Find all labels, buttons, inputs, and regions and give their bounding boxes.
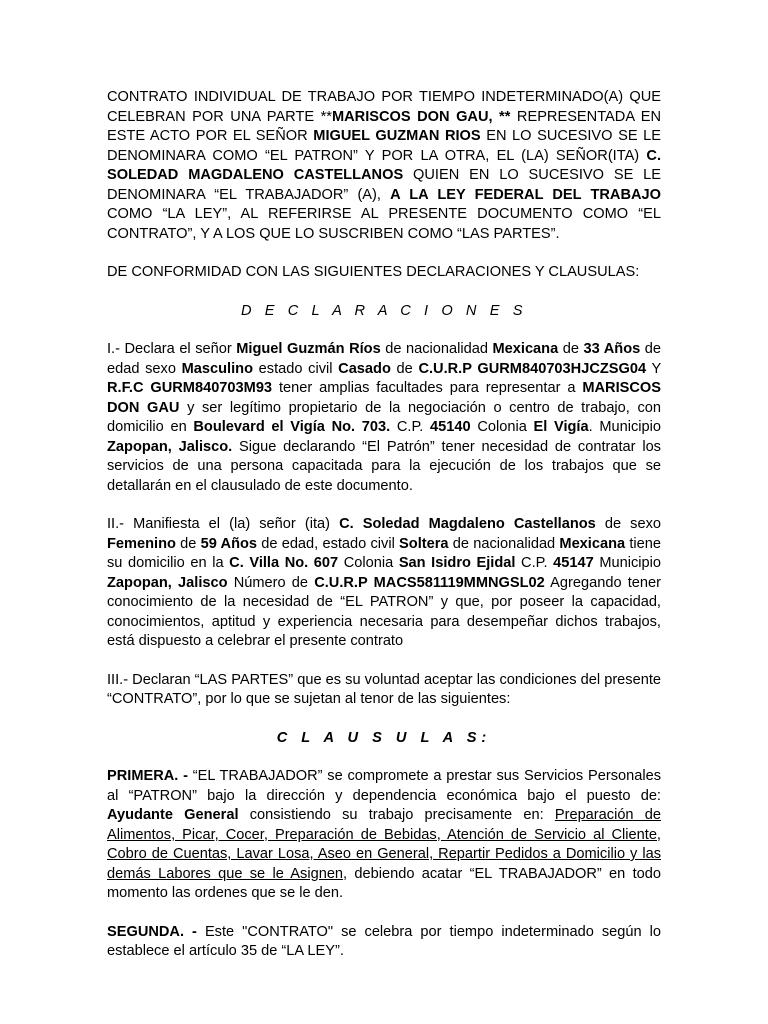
decl1-bold: MARISCOS DON GAU <box>107 380 661 416</box>
decl1-text: tener amplias facultades para representar a <box>272 380 583 396</box>
clause-label: SEGUNDA. - <box>107 923 197 940</box>
decl1-text: Sigue declarando “El Patrón” tener necesidad de contratar los servicios de una persona capacitada para la ejecución de los trabajos que se detallarán en el clausulado de este documento. <box>107 438 661 494</box>
decl2-bold: San Isidro Ejidal <box>398 555 516 571</box>
clause-text: Este "CONTRATO" se celebra por tiempo indeterminado según lo establece el artículo 35 de “LA LEY”. <box>107 923 661 959</box>
decl2-text: tiene su domicilio en la <box>107 535 661 571</box>
decl1-text: de <box>558 341 584 357</box>
decl1-text: . Municipio <box>588 419 661 435</box>
decl2-text: II.- Manifiesta el (la) señor (ita) <box>107 516 340 532</box>
decl1-bold: Zapopan, Jalisco. <box>107 438 233 455</box>
decl1-bold: Miguel Guzmán Ríos <box>236 341 381 357</box>
decl1-bold: 33 Años <box>583 341 641 357</box>
declaration-3: III.- Declaran “LAS PARTES” que es su voluntad aceptar las condiciones del presente “CONTRATO”, por lo que se sujetan al tenor de las siguientes: <box>107 671 661 707</box>
decl2-bold: C. Villa No. 607 <box>229 555 339 571</box>
declaration-1 <box>107 340 661 496</box>
employer-name: MIGUEL GUZMAN RIOS <box>313 128 481 144</box>
decl2-text: de nacionalidad <box>448 535 560 552</box>
decl2-bold: Femenino <box>107 535 176 552</box>
declaraciones-heading: D E C L A R A C I O N E S <box>240 302 528 319</box>
intro-paragraph <box>107 88 661 244</box>
decl1-bold: Boulevard el Vigía No. 703. <box>193 419 391 435</box>
decl2-text: C.P. <box>515 555 554 571</box>
employee-name: C. SOLEDAD MAGDALENO CASTELLANOS <box>107 147 661 183</box>
clause-text: , debiendo acatar “EL TRABAJADOR” en todo momento las ordenes que se le den. <box>107 865 661 901</box>
intro-text: CONTRATO INDIVIDUAL DE TRABAJO POR TIEMPO INDETERMINADO(A) QUE CELEBRAN POR UNA PARTE ** <box>107 89 661 125</box>
decl2-bold: Zapopan, Jalisco <box>107 574 228 591</box>
decl1-text: de nacionalidad <box>380 341 493 357</box>
decl1-bold: C.U.R.P GURM840703HJCZSG04 <box>418 360 647 377</box>
decl2-text: Agregando tener conocimiento de la necesidad de “EL PATRON” y que, por poseer la capacidad, conocimientos, aptitud y experiencia necesaria para desempeñar dichos trabajos, está dispuesto a celebrar el presente contrato <box>107 574 661 649</box>
decl2-bold: 45147 <box>553 555 594 571</box>
decl2-bold: Soltera <box>399 535 449 552</box>
clause-primera <box>107 767 661 904</box>
job-duties: Preparación de Alimentos, Picar, Cocer, Preparación de Bebidas, Atención de Servicio al Cliente, Cobro de Cuentas, Lavar Losa, Aseo en General, Repartir Pedidos a Domicilio y las demás Labores que se le Asignen <box>107 807 661 882</box>
declaration-2 <box>107 515 661 652</box>
intro-text: EN LO SUCESIVO SE LE DENOMINARA COMO “EL PATRON” Y POR LA OTRA, EL (LA) SEÑOR(ITA) <box>107 128 661 164</box>
decl1-text: Y <box>646 360 661 377</box>
decl1-text: I.- Declara el señor <box>107 341 237 357</box>
decl1-bold: Casado <box>338 360 391 377</box>
clause-segunda <box>107 923 661 962</box>
decl1-text: Colonia <box>470 419 534 435</box>
intro-text: COMO “LA LEY”, AL REFERIRSE AL PRESENTE DOCUMENTO COMO “EL CONTRATO”, Y A LOS QUE LO SUSCRIBEN COMO “LAS PARTES”. <box>107 206 661 242</box>
clause-text: “EL TRABAJADOR” se compromete a prestar sus Servicios Personales al “PATRON” bajo la dirección y dependencia económica bajo el puesto de: <box>107 768 662 804</box>
decl2-text: Número de <box>227 574 315 591</box>
decl2-text: de sexo <box>595 516 661 532</box>
decl1-text: de <box>390 360 419 377</box>
law-name: A LA LEY FEDERAL DEL TRABAJO <box>390 186 661 203</box>
decl2-text: Municipio <box>593 555 661 571</box>
decl2-bold: C. Soledad Magdaleno Castellanos <box>339 516 596 532</box>
decl1-bold: El Vigía <box>533 419 589 435</box>
intro-text: QUIEN EN LO SUCESIVO SE LE DENOMINARA “EL TRABAJADOR” (A), <box>107 167 662 203</box>
decl1-text: estado civil <box>253 360 339 377</box>
employer-business-name: MARISCOS DON GAU, ** <box>331 108 511 125</box>
clause-label: PRIMERA. - <box>107 768 189 784</box>
decl2-text: Colonia <box>338 555 399 571</box>
decl1-bold: Masculino <box>181 360 253 377</box>
decl2-text: de <box>175 535 201 552</box>
intro-text: REPRESENTADA EN ESTE ACTO POR EL SEÑOR <box>107 108 662 144</box>
decl1-text: y ser legítimo propietario de la negociación o centro de trabajo, con domicilio en <box>107 399 661 435</box>
decl1-bold: 45140 <box>430 419 471 435</box>
decl2-bold: Mexicana <box>559 535 626 552</box>
decl1-bold: R.F.C GURM840703M93 <box>107 380 273 396</box>
decl2-bold: 59 Años <box>200 535 258 552</box>
clausulas-heading: C L A U S U L A S: <box>276 729 492 746</box>
clause-text: consistiendo su trabajo precisamente en: <box>238 807 555 823</box>
job-title: Ayudante General <box>107 807 239 823</box>
decl1-bold: Mexicana <box>492 341 559 357</box>
conformidad-line: DE CONFORMIDAD CON LAS SIGUIENTES DECLARACIONES Y CLAUSULAS: <box>107 264 640 280</box>
decl2-bold: C.U.R.P MACS581119MMNGSL02 <box>314 574 545 591</box>
decl1-text: de edad sexo <box>107 341 661 377</box>
decl2-text: de edad, estado civil <box>257 535 400 552</box>
decl1-text: C.P. <box>390 419 431 435</box>
